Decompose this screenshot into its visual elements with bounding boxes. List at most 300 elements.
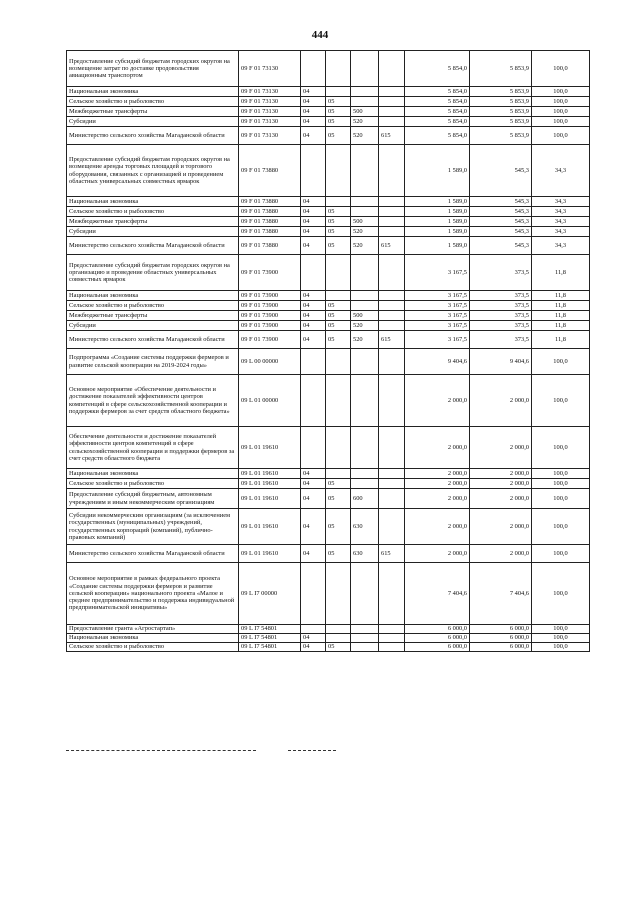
- table-row: [67, 255, 590, 291]
- row-department-cell: [379, 311, 405, 321]
- row-percent-cell: 34,3: [532, 145, 590, 197]
- row-fact-cell: 2 000,0: [470, 427, 532, 469]
- row-expense-kind-cell: [351, 255, 379, 291]
- table-row: [67, 97, 590, 107]
- row-plan-cell: 2 000,0: [405, 509, 470, 545]
- row-plan-cell: 9 404,6: [405, 349, 470, 375]
- row-fact-cell: 545,3: [470, 197, 532, 207]
- row-subsection-cell: [326, 145, 351, 197]
- table-row: [67, 227, 590, 237]
- row-subsection-cell: 05: [326, 479, 351, 489]
- row-code-cell: 09 F 01 73880: [239, 227, 301, 237]
- row-name-cell: Межбюджетные трансферты: [67, 311, 239, 321]
- row-subsection-cell: [326, 87, 351, 97]
- row-subsection-cell: [326, 51, 351, 87]
- table-row: [67, 349, 590, 375]
- row-name-cell: Министерство сельского хозяйства Магаданской области: [67, 331, 239, 349]
- row-department-cell: [379, 217, 405, 227]
- row-fact-cell: 545,3: [470, 217, 532, 227]
- row-subsection-cell: 05: [326, 127, 351, 145]
- row-expense-kind-cell: 500: [351, 217, 379, 227]
- row-name-cell: Субсидии: [67, 117, 239, 127]
- row-name-cell: Национальная экономика: [67, 291, 239, 301]
- row-plan-cell: 2 000,0: [405, 469, 470, 479]
- row-name-cell: Сельское хозяйство и рыболовство: [67, 301, 239, 311]
- table-row: [67, 625, 590, 634]
- row-section-cell: 04: [301, 634, 326, 643]
- row-code-cell: 09 F 01 73880: [239, 145, 301, 197]
- row-fact-cell: 7 404,6: [470, 563, 532, 625]
- row-expense-kind-cell: 520: [351, 117, 379, 127]
- row-percent-cell: 34,3: [532, 237, 590, 255]
- row-percent-cell: 100,0: [532, 643, 590, 652]
- row-fact-cell: 373,5: [470, 255, 532, 291]
- row-subsection-cell: 05: [326, 643, 351, 652]
- row-expense-kind-cell: 500: [351, 107, 379, 117]
- row-percent-cell: 11,8: [532, 331, 590, 349]
- row-fact-cell: 373,5: [470, 331, 532, 349]
- row-fact-cell: 5 853,9: [470, 87, 532, 97]
- table-row: [67, 117, 590, 127]
- row-percent-cell: 100,0: [532, 489, 590, 509]
- table-row: [67, 375, 590, 427]
- row-plan-cell: 3 167,5: [405, 311, 470, 321]
- row-subsection-cell: [326, 469, 351, 479]
- row-department-cell: [379, 634, 405, 643]
- row-expense-kind-cell: [351, 87, 379, 97]
- row-expense-kind-cell: [351, 625, 379, 634]
- row-section-cell: 04: [301, 217, 326, 227]
- row-plan-cell: 6 000,0: [405, 643, 470, 652]
- row-plan-cell: 3 167,5: [405, 291, 470, 301]
- row-plan-cell: 5 854,0: [405, 117, 470, 127]
- row-percent-cell: 11,8: [532, 255, 590, 291]
- row-plan-cell: 1 589,0: [405, 197, 470, 207]
- row-department-cell: [379, 509, 405, 545]
- row-subsection-cell: [326, 291, 351, 301]
- row-percent-cell: 100,0: [532, 51, 590, 87]
- row-expense-kind-cell: [351, 563, 379, 625]
- row-section-cell: [301, 145, 326, 197]
- row-subsection-cell: [326, 255, 351, 291]
- row-expense-kind-cell: [351, 375, 379, 427]
- row-subsection-cell: [326, 375, 351, 427]
- row-subsection-cell: 05: [326, 207, 351, 217]
- row-code-cell: 09 L I7 54801: [239, 643, 301, 652]
- row-fact-cell: 373,5: [470, 291, 532, 301]
- row-section-cell: 04: [301, 311, 326, 321]
- row-department-cell: [379, 375, 405, 427]
- row-subsection-cell: 05: [326, 489, 351, 509]
- row-plan-cell: 5 854,0: [405, 87, 470, 97]
- row-plan-cell: 2 000,0: [405, 427, 470, 469]
- row-expense-kind-cell: [351, 197, 379, 207]
- row-subsection-cell: [326, 625, 351, 634]
- row-name-cell: Предоставление субсидий бюджетным, автономным учреждениям и иным некоммерческим организациям: [67, 489, 239, 509]
- row-expense-kind-cell: 520: [351, 321, 379, 331]
- row-expense-kind-cell: 520: [351, 127, 379, 145]
- row-expense-kind-cell: 630: [351, 509, 379, 545]
- row-name-cell: Обеспечение деятельности и достижение показателей эффективности центров компетенций в сфере сельскохозяйственной кооперации и поддержки фермеров за счет средств областного бюджета: [67, 427, 239, 469]
- table-row: [67, 107, 590, 117]
- row-plan-cell: 5 854,0: [405, 51, 470, 87]
- table-row: [67, 217, 590, 227]
- table-row: [67, 479, 590, 489]
- row-fact-cell: 373,5: [470, 321, 532, 331]
- row-subsection-cell: 05: [326, 301, 351, 311]
- row-code-cell: 09 L I7 54801: [239, 625, 301, 634]
- row-section-cell: 04: [301, 227, 326, 237]
- row-name-cell: Министерство сельского хозяйства Магаданской области: [67, 127, 239, 145]
- row-plan-cell: 5 854,0: [405, 97, 470, 107]
- row-percent-cell: 34,3: [532, 227, 590, 237]
- row-code-cell: 09 F 01 73900: [239, 331, 301, 349]
- row-department-cell: [379, 321, 405, 331]
- table-row: [67, 291, 590, 301]
- row-expense-kind-cell: [351, 634, 379, 643]
- row-code-cell: 09 L 01 19610: [239, 427, 301, 469]
- row-code-cell: 09 L I7 00000: [239, 563, 301, 625]
- row-expense-kind-cell: 500: [351, 311, 379, 321]
- row-code-cell: 09 F 01 73130: [239, 127, 301, 145]
- row-expense-kind-cell: [351, 97, 379, 107]
- row-name-cell: Сельское хозяйство и рыболовство: [67, 97, 239, 107]
- row-code-cell: 09 F 01 73130: [239, 117, 301, 127]
- row-department-cell: [379, 625, 405, 634]
- row-subsection-cell: 05: [326, 509, 351, 545]
- row-section-cell: 04: [301, 469, 326, 479]
- row-code-cell: 09 F 01 73880: [239, 207, 301, 217]
- row-fact-cell: 5 853,9: [470, 51, 532, 87]
- row-name-cell: Национальная экономика: [67, 87, 239, 97]
- row-fact-cell: 373,5: [470, 301, 532, 311]
- row-department-cell: 615: [379, 127, 405, 145]
- row-plan-cell: 1 589,0: [405, 227, 470, 237]
- row-subsection-cell: [326, 427, 351, 469]
- row-plan-cell: 5 854,0: [405, 127, 470, 145]
- row-subsection-cell: 05: [326, 237, 351, 255]
- row-department-cell: [379, 563, 405, 625]
- row-percent-cell: 34,3: [532, 197, 590, 207]
- row-department-cell: 615: [379, 237, 405, 255]
- row-code-cell: 09 F 01 73900: [239, 311, 301, 321]
- row-percent-cell: 100,0: [532, 563, 590, 625]
- row-fact-cell: 2 000,0: [470, 469, 532, 479]
- row-department-cell: [379, 207, 405, 217]
- row-subsection-cell: 05: [326, 227, 351, 237]
- row-plan-cell: 5 854,0: [405, 107, 470, 117]
- row-name-cell: Предоставление субсидий бюджетам городских округов на организацию и проведение областных универсальных совместных ярмарок: [67, 255, 239, 291]
- row-name-cell: Предоставление гранта «Агростартап»: [67, 625, 239, 634]
- row-section-cell: [301, 563, 326, 625]
- row-code-cell: 09 L 01 19610: [239, 479, 301, 489]
- row-percent-cell: 100,0: [532, 625, 590, 634]
- row-department-cell: [379, 255, 405, 291]
- row-name-cell: Сельское хозяйство и рыболовство: [67, 643, 239, 652]
- row-code-cell: 09 F 01 73900: [239, 301, 301, 311]
- row-plan-cell: 3 167,5: [405, 301, 470, 311]
- footer-line: [66, 750, 256, 751]
- row-code-cell: 09 L 01 19610: [239, 545, 301, 563]
- table-row: [67, 331, 590, 349]
- row-name-cell: Основное мероприятие «Обеспечение деятельности и достижение показателей эффективности центров компетенций в сфере сельскохозяйственной кооперации и поддержки фермеров за счет средств областного бюджета»: [67, 375, 239, 427]
- row-fact-cell: 5 853,9: [470, 97, 532, 107]
- row-name-cell: Национальная экономика: [67, 634, 239, 643]
- table-row: [67, 145, 590, 197]
- row-percent-cell: 100,0: [532, 117, 590, 127]
- row-fact-cell: 545,3: [470, 145, 532, 197]
- table-row: [67, 207, 590, 217]
- row-subsection-cell: [326, 634, 351, 643]
- row-name-cell: Предоставление субсидий бюджетам городских округов на возмещение затрат по доставке продовольствия авиационным транспортом: [67, 51, 239, 87]
- row-section-cell: 04: [301, 107, 326, 117]
- row-section-cell: 04: [301, 479, 326, 489]
- row-section-cell: 04: [301, 321, 326, 331]
- row-department-cell: 615: [379, 545, 405, 563]
- row-section-cell: 04: [301, 291, 326, 301]
- table-row: [67, 301, 590, 311]
- row-plan-cell: 7 404,6: [405, 563, 470, 625]
- budget-table: [66, 50, 590, 652]
- table-row: [67, 489, 590, 509]
- row-department-cell: [379, 349, 405, 375]
- table-row: [67, 321, 590, 331]
- row-section-cell: 04: [301, 545, 326, 563]
- row-department-cell: [379, 97, 405, 107]
- row-code-cell: 09 L I7 54801: [239, 634, 301, 643]
- row-code-cell: 09 F 01 73880: [239, 217, 301, 227]
- row-expense-kind-cell: [351, 643, 379, 652]
- row-percent-cell: 100,0: [532, 375, 590, 427]
- row-plan-cell: 2 000,0: [405, 479, 470, 489]
- row-expense-kind-cell: 630: [351, 545, 379, 563]
- row-department-cell: [379, 427, 405, 469]
- row-fact-cell: 2 000,0: [470, 489, 532, 509]
- table-row: [67, 311, 590, 321]
- page-number: 444: [311, 29, 329, 41]
- row-percent-cell: 100,0: [532, 427, 590, 469]
- row-section-cell: 04: [301, 97, 326, 107]
- row-plan-cell: 6 000,0: [405, 634, 470, 643]
- row-code-cell: 09 F 01 73130: [239, 97, 301, 107]
- row-expense-kind-cell: 520: [351, 331, 379, 349]
- row-code-cell: 09 F 01 73130: [239, 107, 301, 117]
- row-section-cell: 04: [301, 301, 326, 311]
- footer-line-short: [288, 750, 336, 751]
- table-row: [67, 237, 590, 255]
- row-department-cell: [379, 227, 405, 237]
- row-name-cell: Национальная экономика: [67, 197, 239, 207]
- row-percent-cell: 11,8: [532, 301, 590, 311]
- table-row: [67, 509, 590, 545]
- row-section-cell: [301, 427, 326, 469]
- row-department-cell: [379, 469, 405, 479]
- row-code-cell: 09 F 01 73880: [239, 237, 301, 255]
- row-fact-cell: 545,3: [470, 207, 532, 217]
- row-department-cell: [379, 51, 405, 87]
- row-subsection-cell: 05: [326, 331, 351, 349]
- row-section-cell: 04: [301, 207, 326, 217]
- row-percent-cell: 11,8: [532, 291, 590, 301]
- row-section-cell: [301, 375, 326, 427]
- row-fact-cell: 5 853,9: [470, 127, 532, 145]
- row-code-cell: 09 F 01 73900: [239, 255, 301, 291]
- table-row: [67, 643, 590, 652]
- row-code-cell: 09 F 01 73900: [239, 321, 301, 331]
- row-name-cell: Предоставление субсидий бюджетам городских округов на возмещение аренды торговых площадей и торгового оборудования, связанных с организацией и проведением областных универсальных совместных ярмарок: [67, 145, 239, 197]
- row-section-cell: 04: [301, 331, 326, 349]
- row-code-cell: 09 L 01 00000: [239, 375, 301, 427]
- row-fact-cell: 2 000,0: [470, 479, 532, 489]
- row-subsection-cell: [326, 349, 351, 375]
- row-subsection-cell: 05: [326, 97, 351, 107]
- row-section-cell: 04: [301, 117, 326, 127]
- row-section-cell: [301, 349, 326, 375]
- row-subsection-cell: 05: [326, 321, 351, 331]
- row-expense-kind-cell: [351, 349, 379, 375]
- row-code-cell: 09 F 01 73130: [239, 87, 301, 97]
- row-expense-kind-cell: [351, 291, 379, 301]
- row-expense-kind-cell: 520: [351, 227, 379, 237]
- row-percent-cell: 100,0: [532, 545, 590, 563]
- row-expense-kind-cell: 600: [351, 489, 379, 509]
- row-fact-cell: 545,3: [470, 237, 532, 255]
- row-department-cell: 615: [379, 331, 405, 349]
- row-subsection-cell: [326, 197, 351, 207]
- row-plan-cell: 1 589,0: [405, 207, 470, 217]
- row-name-cell: Сельское хозяйство и рыболовство: [67, 479, 239, 489]
- row-subsection-cell: [326, 563, 351, 625]
- row-section-cell: [301, 51, 326, 87]
- row-plan-cell: 2 000,0: [405, 489, 470, 509]
- row-expense-kind-cell: [351, 469, 379, 479]
- row-code-cell: 09 F 01 73130: [239, 51, 301, 87]
- row-name-cell: Сельское хозяйство и рыболовство: [67, 207, 239, 217]
- row-code-cell: 09 L 00 00000: [239, 349, 301, 375]
- row-section-cell: 04: [301, 489, 326, 509]
- table-row: [67, 545, 590, 563]
- row-percent-cell: 100,0: [532, 349, 590, 375]
- row-name-cell: Межбюджетные трансферты: [67, 217, 239, 227]
- row-name-cell: Основное мероприятие в рамках федерального проекта «Создание системы поддержки фермеров и развитие сельской кооперации» национального проекта «Малое и среднее предпринимательство и поддержка индивидуальной предпринимательской инициативы»: [67, 563, 239, 625]
- row-percent-cell: 100,0: [532, 97, 590, 107]
- row-fact-cell: 2 000,0: [470, 509, 532, 545]
- row-department-cell: [379, 87, 405, 97]
- row-percent-cell: 11,8: [532, 321, 590, 331]
- row-fact-cell: 5 853,9: [470, 107, 532, 117]
- row-subsection-cell: 05: [326, 545, 351, 563]
- table-row: [67, 51, 590, 87]
- row-department-cell: [379, 107, 405, 117]
- row-plan-cell: 1 589,0: [405, 145, 470, 197]
- row-fact-cell: 2 000,0: [470, 545, 532, 563]
- row-expense-kind-cell: [351, 51, 379, 87]
- row-plan-cell: 3 167,5: [405, 321, 470, 331]
- row-fact-cell: 545,3: [470, 227, 532, 237]
- row-subsection-cell: 05: [326, 217, 351, 227]
- row-percent-cell: 100,0: [532, 107, 590, 117]
- table-row: [67, 87, 590, 97]
- row-expense-kind-cell: [351, 479, 379, 489]
- table-row: [67, 197, 590, 207]
- row-plan-cell: 2 000,0: [405, 375, 470, 427]
- row-fact-cell: 373,5: [470, 311, 532, 321]
- row-percent-cell: 100,0: [532, 87, 590, 97]
- row-percent-cell: 100,0: [532, 509, 590, 545]
- row-plan-cell: 6 000,0: [405, 625, 470, 634]
- row-department-cell: [379, 291, 405, 301]
- row-section-cell: 04: [301, 237, 326, 255]
- row-department-cell: [379, 301, 405, 311]
- row-expense-kind-cell: [351, 207, 379, 217]
- row-expense-kind-cell: [351, 145, 379, 197]
- row-plan-cell: 2 000,0: [405, 545, 470, 563]
- row-fact-cell: 9 404,6: [470, 349, 532, 375]
- row-section-cell: [301, 255, 326, 291]
- row-code-cell: 09 F 01 73900: [239, 291, 301, 301]
- row-fact-cell: 6 000,0: [470, 634, 532, 643]
- row-subsection-cell: 05: [326, 311, 351, 321]
- row-section-cell: 04: [301, 643, 326, 652]
- row-percent-cell: 100,0: [532, 469, 590, 479]
- table-row: [67, 469, 590, 479]
- row-expense-kind-cell: 520: [351, 237, 379, 255]
- row-percent-cell: 34,3: [532, 207, 590, 217]
- row-department-cell: [379, 197, 405, 207]
- table-row: [67, 127, 590, 145]
- row-plan-cell: 1 589,0: [405, 217, 470, 227]
- row-name-cell: Межбюджетные трансферты: [67, 107, 239, 117]
- row-fact-cell: 2 000,0: [470, 375, 532, 427]
- row-plan-cell: 1 589,0: [405, 237, 470, 255]
- row-name-cell: Министерство сельского хозяйства Магаданской области: [67, 237, 239, 255]
- row-code-cell: 09 L 01 19610: [239, 489, 301, 509]
- table-row: [67, 563, 590, 625]
- row-subsection-cell: 05: [326, 117, 351, 127]
- row-expense-kind-cell: [351, 427, 379, 469]
- row-percent-cell: 11,8: [532, 311, 590, 321]
- row-name-cell: Субсидии: [67, 227, 239, 237]
- row-plan-cell: 3 167,5: [405, 255, 470, 291]
- row-section-cell: 04: [301, 509, 326, 545]
- table-body: [67, 51, 590, 652]
- row-fact-cell: 5 853,9: [470, 117, 532, 127]
- row-code-cell: 09 L 01 19610: [239, 509, 301, 545]
- row-expense-kind-cell: [351, 301, 379, 311]
- row-name-cell: Министерство сельского хозяйства Магаданской области: [67, 545, 239, 563]
- row-fact-cell: 6 000,0: [470, 643, 532, 652]
- table-row: [67, 634, 590, 643]
- row-section-cell: 04: [301, 127, 326, 145]
- row-percent-cell: 100,0: [532, 479, 590, 489]
- row-name-cell: Субсидии: [67, 321, 239, 331]
- row-subsection-cell: 05: [326, 107, 351, 117]
- row-code-cell: 09 F 01 73880: [239, 197, 301, 207]
- row-percent-cell: 100,0: [532, 634, 590, 643]
- table-row: [67, 427, 590, 469]
- row-section-cell: 04: [301, 87, 326, 97]
- row-plan-cell: 3 167,5: [405, 331, 470, 349]
- row-code-cell: 09 L 01 19610: [239, 469, 301, 479]
- row-name-cell: Субсидии некоммерческим организациям (за исключением государственных (муниципальных) учреждений, государственных корпораций (компаний), публично-правовых компаний): [67, 509, 239, 545]
- row-department-cell: [379, 145, 405, 197]
- row-department-cell: [379, 489, 405, 509]
- row-section-cell: 04: [301, 197, 326, 207]
- row-percent-cell: 100,0: [532, 127, 590, 145]
- row-department-cell: [379, 479, 405, 489]
- row-department-cell: [379, 117, 405, 127]
- row-section-cell: [301, 625, 326, 634]
